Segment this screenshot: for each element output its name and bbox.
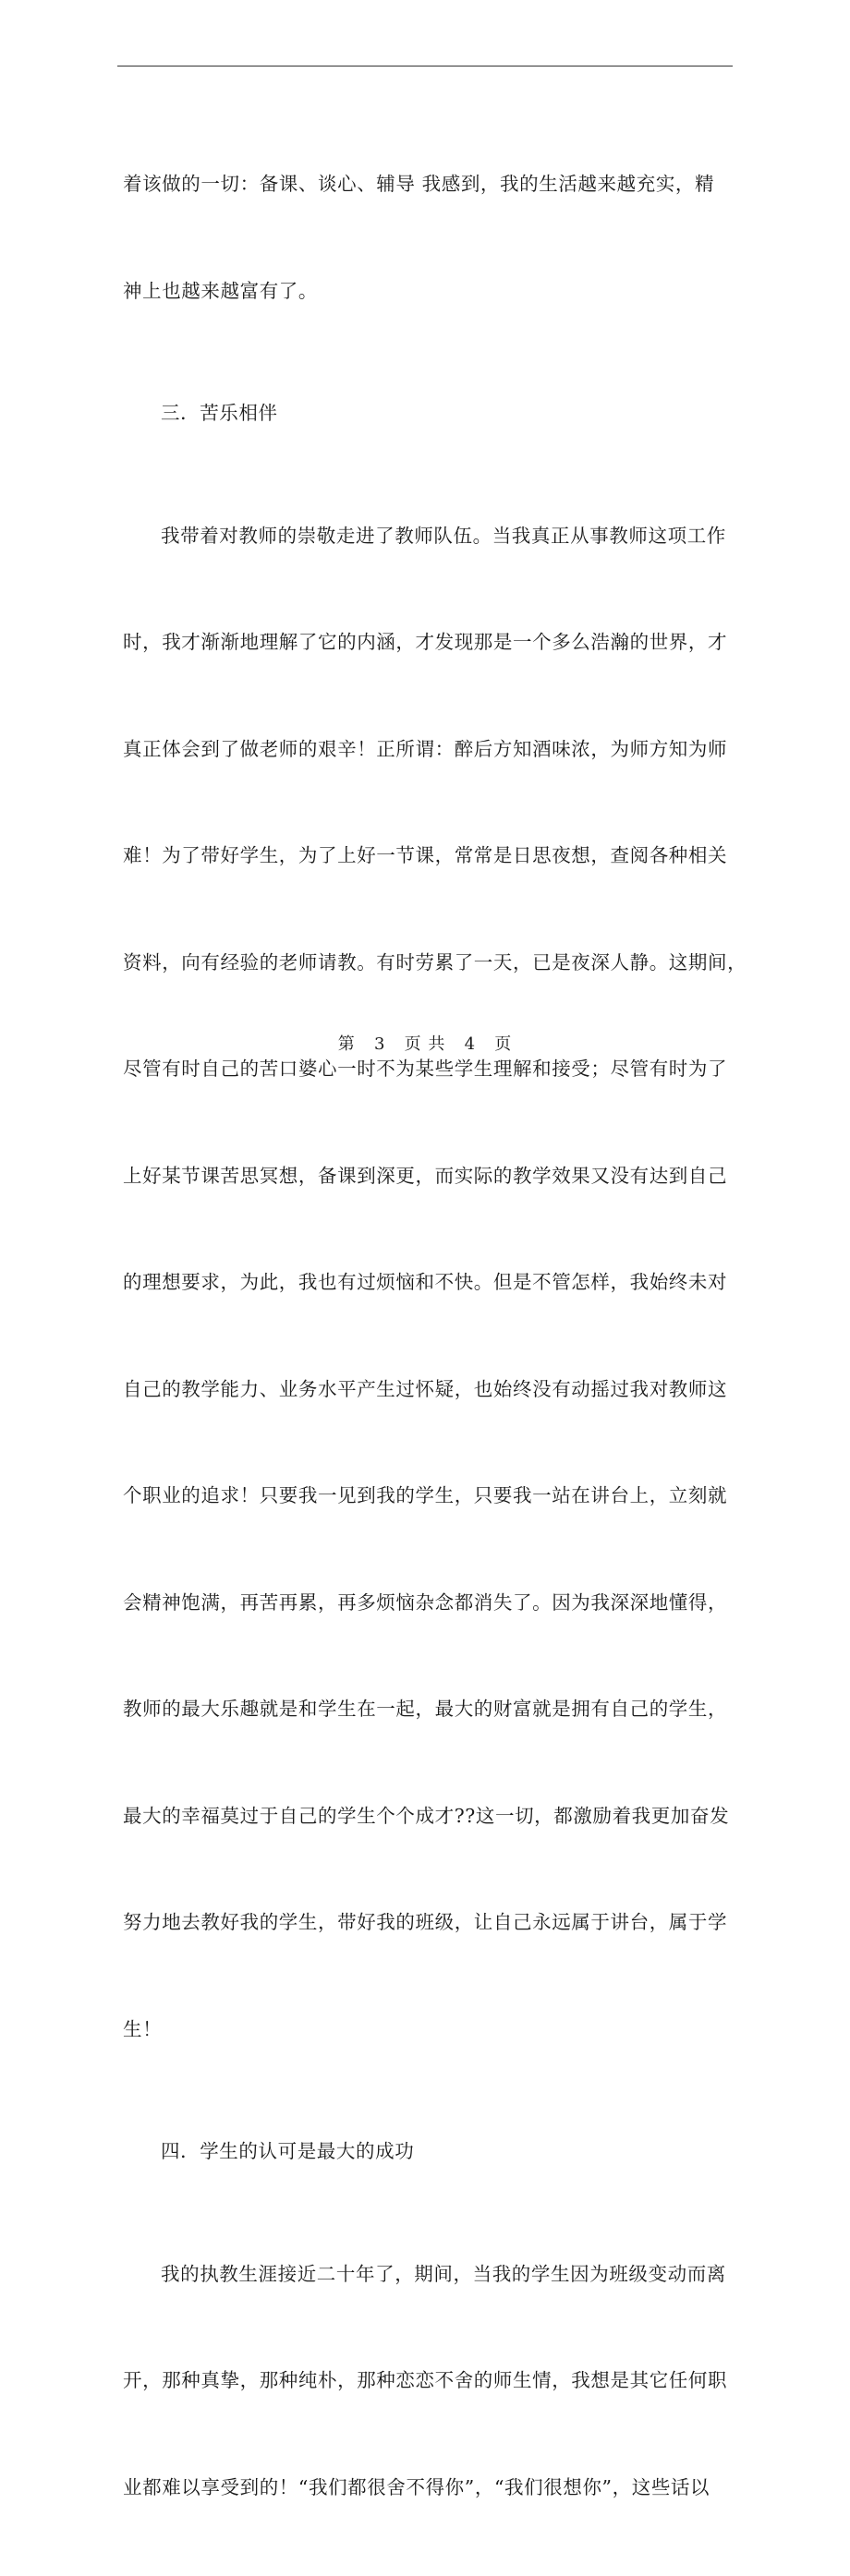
text-line: 尽管有时自己的苦口婆心一时不为某些学生理解和接受；尽管有时为了 — [123, 1051, 730, 1087]
text-line: 着该做的一切：备课、谈心、辅导 我感到，我的生活越来越充实，精 — [123, 166, 730, 202]
text-line: 时，我才渐渐地理解了它的内涵，才发现那是一个多么浩瀚的世界，才 — [123, 624, 730, 660]
text-line: 个职业的追求！只要我一见到我的学生，只要我一站在讲台上，立刻就 — [123, 1478, 730, 1514]
text-line: 我的执教生涯接近二十年了，期间，当我的学生因为班级变动而离 — [123, 2256, 730, 2292]
text-line: 会精神饱满，再苦再累，再多烦恼杂念都消失了。因为我深深地懂得， — [123, 1585, 730, 1621]
text-line: 真正体会到了做老师的艰辛！正所谓：醉后方知酒味浓，为师方知为师 — [123, 732, 730, 768]
text-line: 神上也越来越富有了。 — [123, 273, 730, 309]
paragraph-section-4 — [123, 2185, 730, 2576]
section-heading-4: 四．学生的认可是最大的成功 — [123, 2134, 730, 2170]
paragraph-continued — [123, 95, 730, 380]
document-body — [123, 95, 730, 2576]
text-line: 努力地去教好我的学生，带好我的班级，让自己永远属于讲台，属于学 — [123, 1905, 730, 1941]
text-line: 自己的教学能力、业务水平产生过怀疑，也始终没有动摇过我对教师这 — [123, 1372, 730, 1408]
text-line: 上好某节课苦思冥想，备课到深更，而实际的教学效果又没有达到自己 — [123, 1158, 730, 1194]
header-rule — [117, 66, 733, 67]
text-line: 我带着对教师的崇敬走进了教师队伍。当我真正从事教师这项工作 — [123, 518, 730, 554]
text-line: 教师的最大乐趣就是和学生在一起，最大的财富就是拥有自己的学生， — [123, 1691, 730, 1727]
paragraph-section-3 — [123, 447, 730, 2119]
text-line: 生！ — [123, 2012, 730, 2048]
section-heading-3: 三．苦乐相伴 — [123, 395, 730, 431]
text-line: 开，那种真挚，那种纯朴，那种恋恋不舍的师生情，我想是其它任何职 — [123, 2363, 730, 2399]
footer-prefix: 第 — [338, 1034, 356, 1054]
footer-suffix: 页 — [494, 1034, 512, 1054]
text-line: 业都难以享受到的！“我们都很舍不得你”，“我们很想你”，这些话以 — [123, 2470, 730, 2506]
page-footer — [0, 1031, 850, 1055]
footer-total-pages: 4 — [465, 1034, 476, 1054]
text-line: 难！为了带好学生，为了上好一节课，常常是日思夜想，查阅各种相关 — [123, 838, 730, 874]
text-line: 的理想要求，为此，我也有过烦恼和不快。但是不管怎样，我始终未对 — [123, 1264, 730, 1300]
footer-current-page: 3 — [374, 1034, 385, 1054]
footer-middle: 页 共 — [405, 1034, 446, 1054]
text-line: 最大的幸福莫过于自己的学生个个成才??这一切，都激励着我更加奋发 — [123, 1798, 730, 1834]
text-line: 资料，向有经验的老师请教。有时劳累了一天，已是夜深人静。这期间， — [123, 945, 730, 981]
